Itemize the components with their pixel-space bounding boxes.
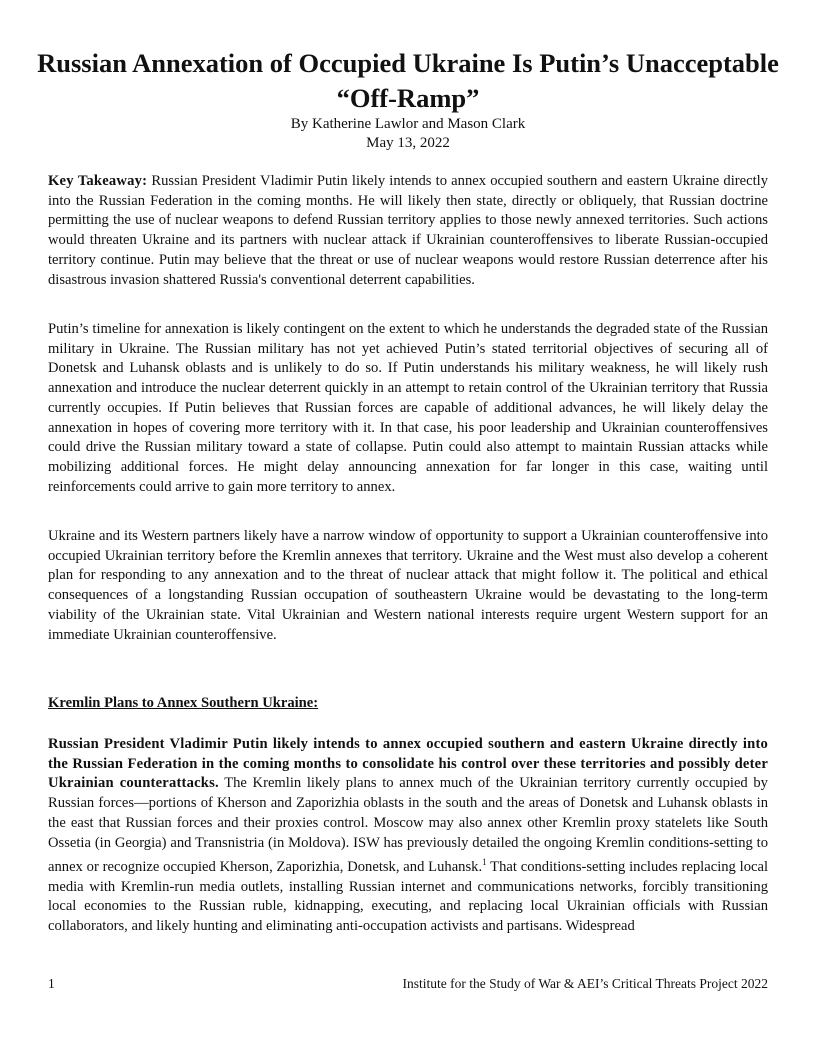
document-title: Russian Annexation of Occupied Ukraine Is Putin’s Unacceptable “Off-Ramp” xyxy=(37,48,779,113)
body-paragraph: Putin’s timeline for annexation is likely contingent on the extent to which he understands the degraded state of the Russian military in Ukraine. The Russian military has not yet achieved Putin’s stated territorial objectives of securing all of Donetsk and Luhansk oblasts and is unlikely to do so. If Putin understands his military weakness, he will likely rush annexation and introduce the nuclear deterrent quickly in an attempt to retain control of the Ukrainian territory that Russia currently occupies. If Putin believes that Russian forces are capable of additional advances, he will likely delay the annexation in hopes of covering more territory with it. In that case, his poor leadership and Ukrainian counteroffensives could drive the Russian military toward a state of collapse. Putin could also attempt to maintain Russian attacks while mobilizing additional forces. He might delay announcing annexation for far longer in this case, waiting until reinforcements could arrive to gain more territory to annex. xyxy=(48,321,768,495)
page-number: 1 xyxy=(48,976,55,991)
footer-organization: Institute for the Study of War & AEI’s Critical Threats Project 2022 xyxy=(402,976,768,991)
key-takeaway-label: Key Takeaway: xyxy=(48,173,148,189)
section-paragraph xyxy=(48,735,768,937)
key-takeaway-paragraph xyxy=(48,172,768,290)
footnote-marker[interactable]: 1 xyxy=(482,857,487,868)
section-lead-bold: Russian President Vladimir Putin likely intends to annex occupied southern and eastern Ukraine directly into the Russian Federation in the coming months to consolidate his control over these territories and possibly deter Ukrainian counterattacks. xyxy=(48,736,768,792)
byline: By Katherine Lawlor and Mason Clark xyxy=(290,116,526,132)
section-text: The Kremlin likely plans to annex much of the Ukrainian territory currently occupied by Russian forces—portions of Kherson and Zaporizhia oblasts in the south and the areas of Donetsk and Luhansk oblasts in the east that Russian forces and their proxies control. Moscow may also annex other Kremlin proxy statelets like South Ossetia (in Georgia) and Transnistria (in Moldova). ISW has previously detailed the ongoing Kremlin conditions-setting to annex or recognize occupied Kherson, Zaporizhia, Donetsk, and Luhansk. xyxy=(48,775,768,876)
publication-date: May 13, 2022 xyxy=(366,135,450,151)
body-paragraph: Ukraine and its Western partners likely have a narrow window of opportunity to support a Ukrainian counteroffensive into occupied Ukrainian territory before the Kremlin annexes that territory. Ukraine and the West must also develop a coherent plan for responding to any annexation and to the threat of nuclear attack that might follow it. The political and ethical consequences of a longstanding Russian occupation of southeastern Ukraine would be devastating to the long-term viability of the Ukrainian state. Vital Ukrainian and Western national interests require urgent Western support for an immediate Ukrainian counteroffensive. xyxy=(48,528,768,643)
section-text-continued: That conditions-setting includes replacing local media with Kremlin-run media outlets, installing Russian internet and communications networks, forcibly transitioning local economies to the Russian ruble, kidnapping, executing, and replacing local Ukrainian officials with Russian collaborators, and likely hunting and eliminating anti-occupation activists and partisans. Widespread xyxy=(48,859,769,935)
key-takeaway-text: Russian President Vladimir Putin likely intends to annex occupied southern and eastern Ukraine directly into the Russian Federation in the coming months. He will likely then state, directly or obliquely, that Russian doctrine permitting the use of nuclear weapons to defend Russian territory applies to those newly annexed territories. Such actions would threaten Ukraine and its partners with nuclear attack if Ukrainian counteroffensives to liberate Russian-occupied territory continue. Putin may believe that the threat or use of nuclear weapons would restore Russian deterrence after his disastrous invasion shattered Russia's conventional deterrent capabilities. xyxy=(48,173,768,288)
section-heading: Kremlin Plans to Annex Southern Ukraine: xyxy=(48,695,319,711)
